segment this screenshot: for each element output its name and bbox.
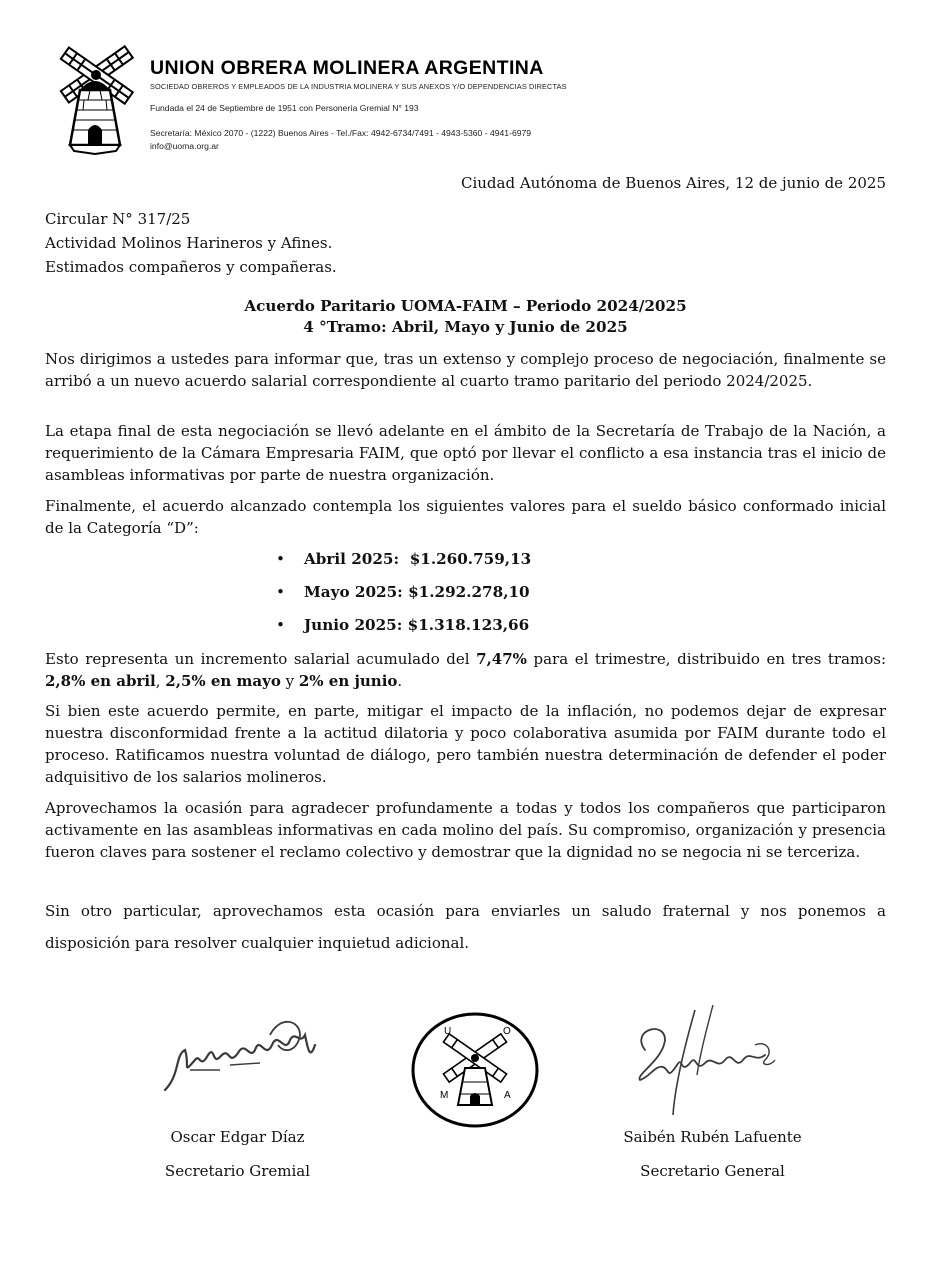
windmill-logo bbox=[50, 30, 140, 155]
signer-left-role: Secretario Gremial bbox=[164, 1162, 311, 1180]
org-name: UNION OBRERA MOLINERA ARGENTINA bbox=[150, 57, 544, 79]
list-item: • Abril 2025: $1.260.759,13 bbox=[276, 550, 532, 568]
signer-left-name: Oscar Edgar Díaz bbox=[170, 1128, 305, 1146]
title-line-1: Acuerdo Paritario UOMA-FAIM – Periodo 2024/2025 bbox=[244, 297, 687, 315]
title-line-2: 4 °Tramo: Abril, Mayo y Junio de 2025 bbox=[303, 318, 628, 336]
paragraph-5: Si bien este acuerdo permite, en parte, mitigar el impacto de la inflación, no podemos dejar de expresar nuestra disconformidad frente a la actitud dilatoria y poco colaborativa asumida por FAIM durante todo el proceso. Ratificamos nuestra voluntad de diálogo, pero también nuestra determinación de defender el poder adquisitivo de los salarios molineros. bbox=[45, 702, 886, 786]
org-address: Secretaría: México 2070 - (1222) Buenos Aires - Tel./Fax: 4942-6734/7491 - 4943-5360 - 4941-6979 bbox=[150, 128, 532, 138]
signer-right-role: Secretario General bbox=[640, 1162, 785, 1180]
list-item: • Mayo 2025: $1.292.278,10 bbox=[276, 583, 530, 601]
uoma-seal bbox=[410, 1010, 540, 1130]
list-item: • Junio 2025: $1.318.123,66 bbox=[276, 616, 530, 634]
place-date: Ciudad Autónoma de Buenos Aires, 12 de junio de 2025 bbox=[461, 174, 886, 192]
org-subtitle: SOCIEDAD OBREROS Y EMPLEADOS DE LA INDUSTRIA MOLINERA Y SUS ANEXOS Y/O DEPENDENCIAS DIRECTAS bbox=[150, 82, 567, 91]
paragraph-4: Esto representa un incremento salarial acumulado del 7,47% para el trimestre, distribuido en tres tramos: 2,8% en abril, 2,5% en mayo y 2% en junio. bbox=[45, 650, 886, 690]
greeting: Estimados compañeros y compañeras. bbox=[45, 258, 337, 276]
svg-text:U: U bbox=[444, 1026, 452, 1037]
intro-block bbox=[45, 207, 337, 279]
document-title bbox=[45, 296, 886, 338]
bullet-icon: • bbox=[276, 616, 285, 634]
svg-text:O: O bbox=[503, 1026, 511, 1037]
paragraph-1: Nos dirigimos a ustedes para informar que, tras un extenso y complejo proceso de negociación, finalmente se arribó a un nuevo acuerdo salarial correspondiente al cuarto tramo paritario del periodo 2024/2025. bbox=[45, 350, 886, 390]
paragraph-7: Sin otro particular, aprovechamos esta ocasión para enviarles un saludo fraternal y nos ponemos a disposición para resolver cualquier inquietud adicional. bbox=[45, 902, 886, 952]
bullet-icon: • bbox=[276, 583, 285, 601]
svg-text:M: M bbox=[440, 1090, 449, 1101]
paragraph-6: Aprovechamos la ocasión para agradecer profundamente a todas y todos los compañeros que participaron activamente en las asambleas informativas en cada molino del país. Su compromiso, organización y presencia fueron claves para sostener el reclamo colectivo y demostrar que la dignidad no se negocia ni se terceriza. bbox=[45, 799, 886, 861]
org-email[interactable]: info@uoma.org.ar bbox=[150, 141, 219, 151]
signature-right-image bbox=[625, 1005, 785, 1125]
signer-right-name: Saibén Rubén Lafuente bbox=[623, 1128, 802, 1146]
signature-left-image bbox=[160, 1015, 330, 1100]
salary-values-list bbox=[276, 550, 531, 649]
svg-text:A: A bbox=[504, 1090, 511, 1101]
org-founded: Fundada el 24 de Septiembre de 1951 con Personería Gremial N° 193 bbox=[150, 103, 419, 113]
paragraph-3: Finalmente, el acuerdo alcanzado contempla los siguientes valores para el sueldo básico conformado inicial de la Categoría “D”: bbox=[45, 497, 886, 537]
activity-line: Actividad Molinos Harineros y Afines. bbox=[45, 234, 333, 252]
bullet-icon: • bbox=[276, 550, 285, 568]
paragraph-2: La etapa final de esta negociación se llevó adelante en el ámbito de la Secretaría de Trabajo de la Nación, a requerimiento de la Cámara Empresaria FAIM, que optó por llevar el conflicto a esa instancia tras el inicio de asambleas informativas por parte de nuestra organización. bbox=[45, 422, 886, 484]
circular-number: Circular N° 317/25 bbox=[45, 210, 191, 228]
